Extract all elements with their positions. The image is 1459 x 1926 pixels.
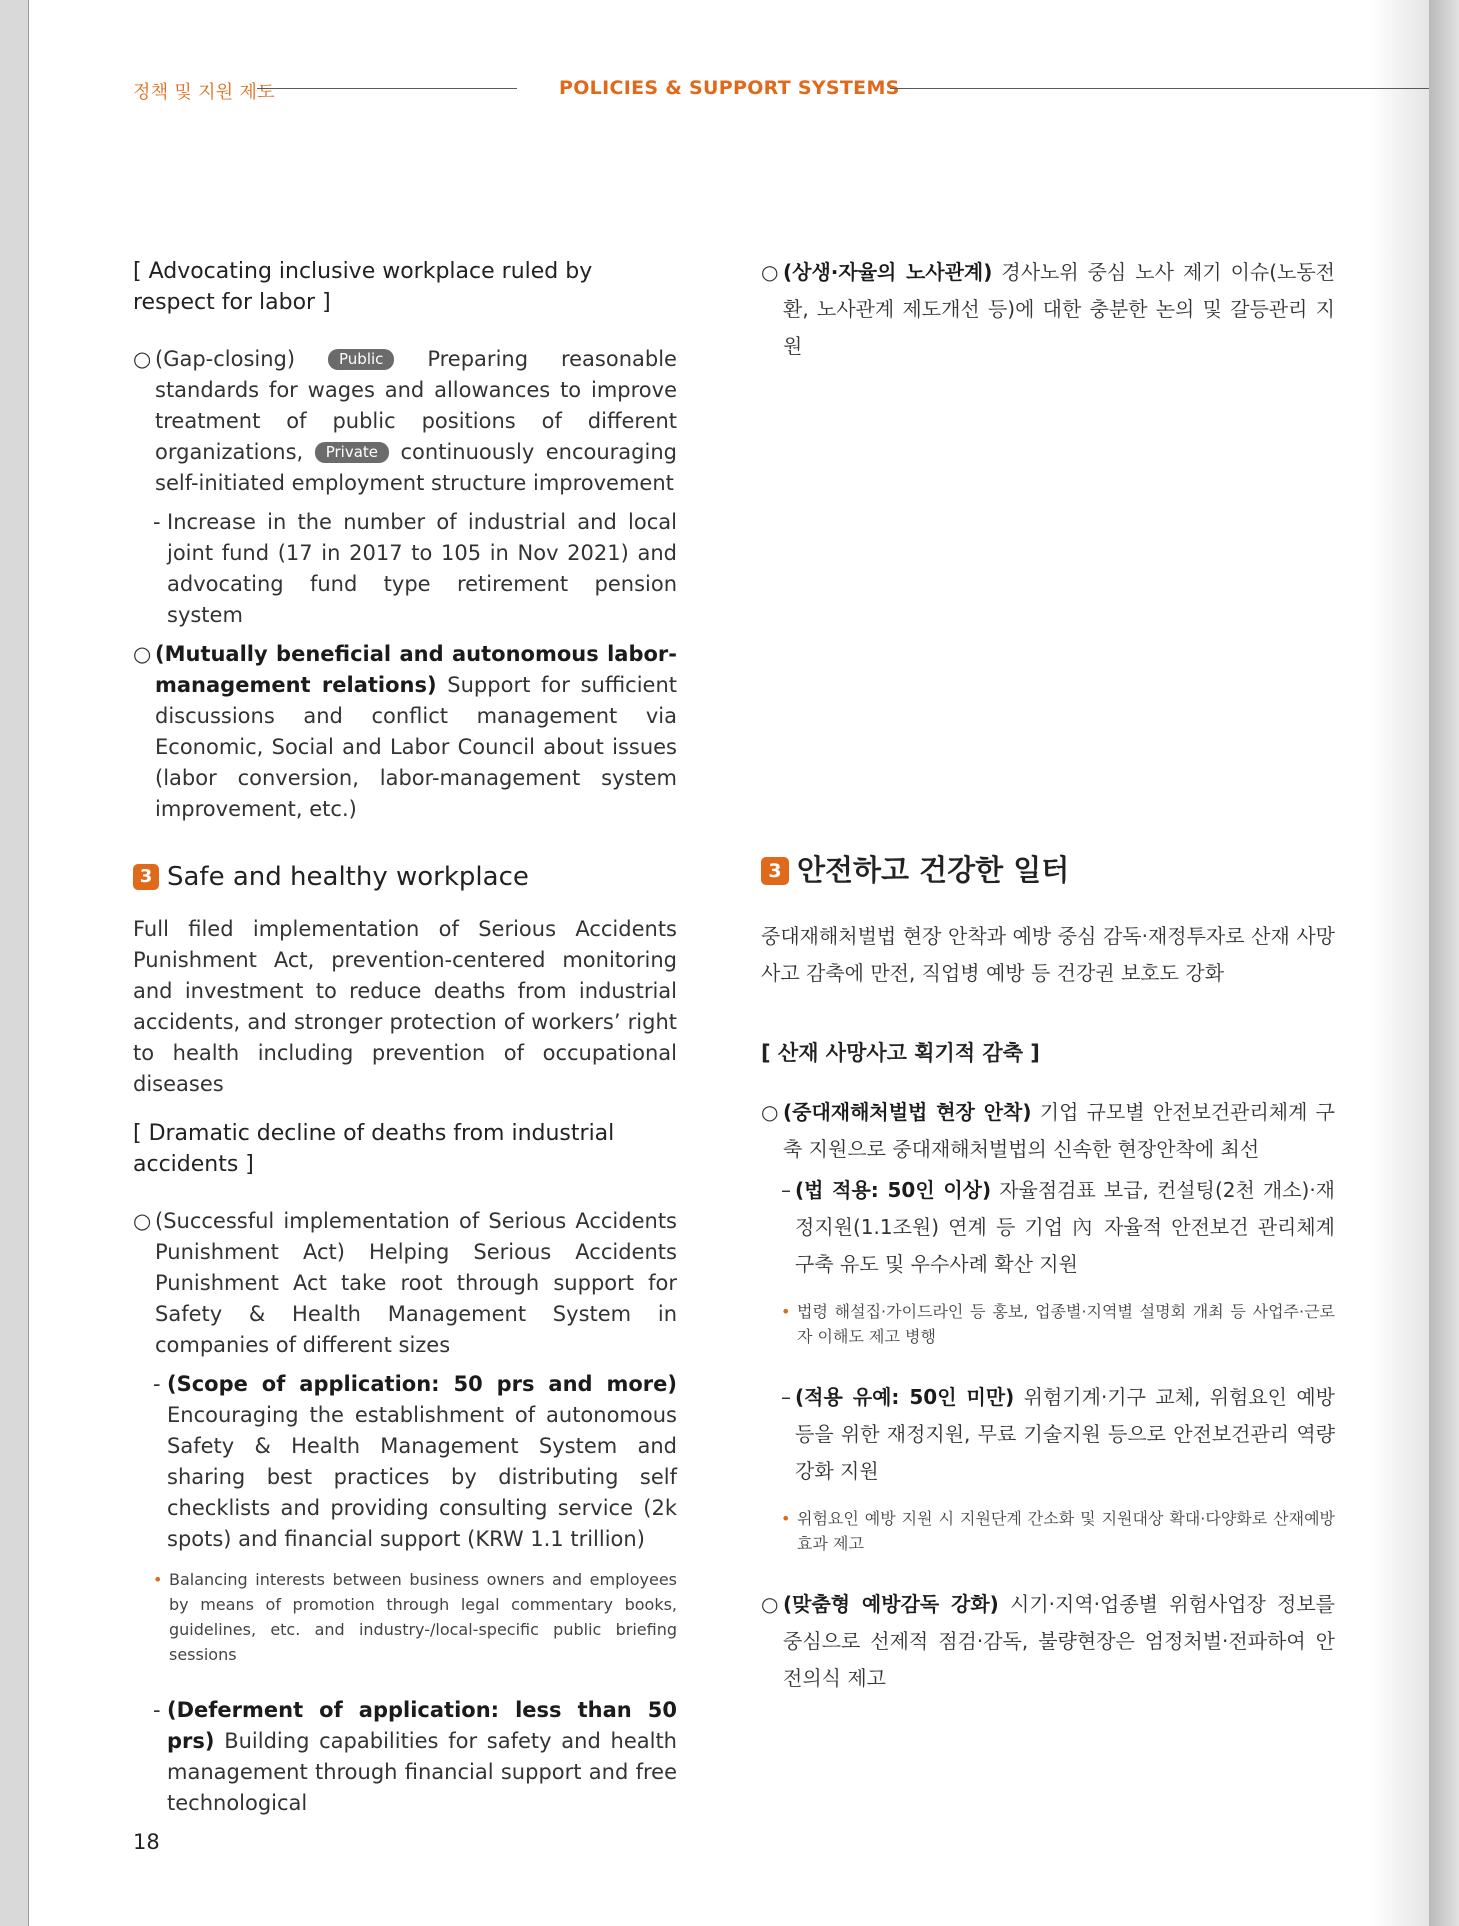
- risk-kr-note: [761, 1506, 1335, 1556]
- bullet-dot: •: [781, 1509, 791, 1528]
- successful-text: Helping Serious Accidents Punishment Act take root through support for Safety & Health Management System in companies of different sizes: [155, 1240, 677, 1357]
- risk-kr-text: 위험요인 예방 지원 시 지원단계 간소화 및 지원대상 확대·다양화로 산재예방 효과 제고: [797, 1509, 1335, 1553]
- circle-marker: ○: [133, 347, 152, 371]
- bullet-dot: •: [153, 1570, 163, 1589]
- gap-sub-text: Increase in the number of industrial and local joint fund (17 in 2017 to 105 in Nov 2021) and advocating fund type retirement pension system: [167, 510, 677, 627]
- right-mutual-block: [761, 254, 1335, 365]
- running-header: [133, 77, 1429, 103]
- circle-marker: ○: [761, 1100, 779, 1124]
- dash-marker: –: [781, 1385, 791, 1409]
- scope-label: (Scope of application: 50 prs and more): [167, 1372, 677, 1396]
- header-english-title: POLICIES & SUPPORT SYSTEMS: [559, 77, 900, 99]
- page-fold-shadow: [1369, 0, 1429, 1926]
- right-act-block: [761, 1094, 1335, 1697]
- section-title: Safe and healthy workplace: [167, 862, 529, 892]
- section-number-badge: 3: [761, 857, 789, 885]
- mutual-label: (Mutually beneficial and autonomous labor-management relations): [155, 642, 677, 697]
- mutual-kr-text: 경사노위 중심 노사 제기 이슈(노동전환, 노사관계 제도개선 등)에 대한 충분한 논의 및 갈등관리 지원: [783, 260, 1335, 358]
- gap-closing-text2: continuously encouraging self-initiated employment structure improvement: [155, 440, 677, 495]
- document-page: [28, 0, 1429, 1926]
- right-intro-block: [761, 918, 1335, 992]
- deferment-text: Building capabilities for safety and health management through financial support and free technological: [167, 1729, 677, 1815]
- dramatic-title: [ Dramatic decline of deaths from industrial accidents ]: [133, 1121, 615, 1177]
- section-intro: Full filed implementation of Serious Accidents Punishment Act, prevention-centered monitoring and investment to reduce deaths from industrial accidents, and stronger protection of workers’ right to health including prevention of occupational diseases: [133, 917, 677, 1096]
- promo-kr-text: 법령 해설집·가이드라인 등 홍보, 업종별·지역별 설명회 개최 등 사업주·근로자 이해도 제고 병행: [797, 1302, 1335, 1346]
- left-inclusive-block: [133, 256, 677, 318]
- section-intro-kr: 중대재해처벌법 현장 안착과 예방 중심 감독·재정투자로 산재 사망사고 감축에 만전, 직업병 예방 등 건강권 보호도 강화: [761, 924, 1335, 985]
- custom-kr-text: 시기·지역·업종별 위험사업장 정보를 중심으로 선제적 점검·감독, 불량현장은 엄정처벌·전파하여 안전의식 제고: [783, 1592, 1336, 1690]
- gap-closing-item: [133, 344, 677, 499]
- apply-kr-text: 자율점검표 보급, 컨설팅(2천 개소)·재정지원(1.1조원) 연계 등 기업 內 자율적 안전보건 관리체계 구축 유도 및 우수사례 확산 지원: [795, 1178, 1336, 1276]
- act-kr-label: (중대재해처벌법 현장 안착): [783, 1100, 1032, 1124]
- defer-kr-subitem: [761, 1379, 1335, 1490]
- circle-marker: ○: [133, 1209, 152, 1233]
- inclusive-title: [ Advocating inclusive workplace ruled by respect for labor ]: [133, 259, 593, 315]
- mutual-kr-label: (상생·자율의 노사관계): [783, 260, 993, 284]
- deferment-subitem: [133, 1695, 677, 1819]
- promo-kr-note: [761, 1299, 1335, 1349]
- right-section-heading: [761, 852, 1335, 888]
- act-kr-item: [761, 1094, 1335, 1168]
- header-rule-left: [257, 88, 517, 89]
- defer-kr-label: (적용 유예: 50인 미만): [795, 1385, 1015, 1409]
- deferment-label: (Deferment of application: less than 50 prs): [167, 1698, 677, 1753]
- page-edge: [1428, 0, 1459, 1926]
- successful-item: [133, 1206, 677, 1361]
- circle-marker: ○: [133, 642, 152, 666]
- page-number: 18: [133, 1830, 160, 1854]
- right-deaths-block: [761, 1038, 1335, 1069]
- public-badge: Public: [328, 349, 394, 370]
- mutual-item: [133, 639, 677, 825]
- bullet-dot: •: [781, 1302, 791, 1321]
- gap-closing-label: (Gap-closing): [155, 347, 296, 371]
- private-badge: Private: [315, 442, 389, 463]
- left-gap-block: [133, 344, 677, 825]
- left-section-heading: [133, 860, 677, 894]
- circle-marker: ○: [761, 260, 779, 284]
- left-intro-block: [133, 914, 677, 1100]
- left-successful-block: [133, 1206, 677, 1819]
- mutual-text: Support for sufficient discussions and conflict management via Economic, Social and Labor Council about issues (labor conversion, labor-management system improvement, etc.): [155, 673, 677, 821]
- scope-subitem: [133, 1369, 677, 1555]
- mutual-kr-item: [761, 254, 1335, 365]
- dash-marker: -: [153, 510, 161, 534]
- dash-marker: –: [781, 1178, 791, 1202]
- apply-kr-label: (법 적용: 50인 이상): [795, 1178, 992, 1202]
- gap-closing-text1: Preparing reasonable standards for wages and allowances to improve treatment of public positions of different organizations,: [155, 347, 677, 464]
- header-korean-title: 정책 및 지원 제도: [133, 82, 275, 103]
- apply-kr-subitem: [761, 1172, 1335, 1283]
- circle-marker: ○: [761, 1592, 779, 1616]
- custom-kr-item: [761, 1586, 1335, 1697]
- successful-label: (Successful implementation of Serious Accidents Punishment Act): [155, 1209, 677, 1264]
- deaths-title-kr: [ 산재 사망사고 획기적 감축 ]: [761, 1041, 1040, 1065]
- section-number-badge: 3: [133, 864, 159, 890]
- defer-kr-text: 위험기계·기구 교체, 위험요인 예방 등을 위한 재정지원, 무료 기술지원 등으로 안전보건관리 역량 강화 지원: [795, 1385, 1335, 1483]
- dash-marker: -: [153, 1372, 161, 1396]
- custom-kr-label: (맞춤형 예방감독 강화): [783, 1592, 999, 1616]
- balancing-note: [133, 1567, 677, 1667]
- section-title-kr: 안전하고 건강한 일터: [797, 853, 1070, 887]
- gap-closing-subitem: [133, 507, 677, 631]
- left-dramatic-block: [133, 1118, 677, 1180]
- balancing-text: Balancing interests between business owners and employees by means of promotion through legal commentary books, guidelines, etc. and industry-/local-specific public briefing sessions: [169, 1570, 677, 1664]
- act-kr-text: 기업 규모별 안전보건관리체계 구축 지원으로 중대재해처벌법의 신속한 현장안착에 최선: [783, 1100, 1335, 1161]
- dash-marker: -: [153, 1698, 161, 1722]
- scope-text: Encouraging the establishment of autonomous Safety & Health Management System and sharing best practices by distributing self checklists and providing consulting service (2k spots) and financial support (KRW 1.1 trillion): [167, 1403, 677, 1551]
- header-rule-right: [890, 88, 1429, 89]
